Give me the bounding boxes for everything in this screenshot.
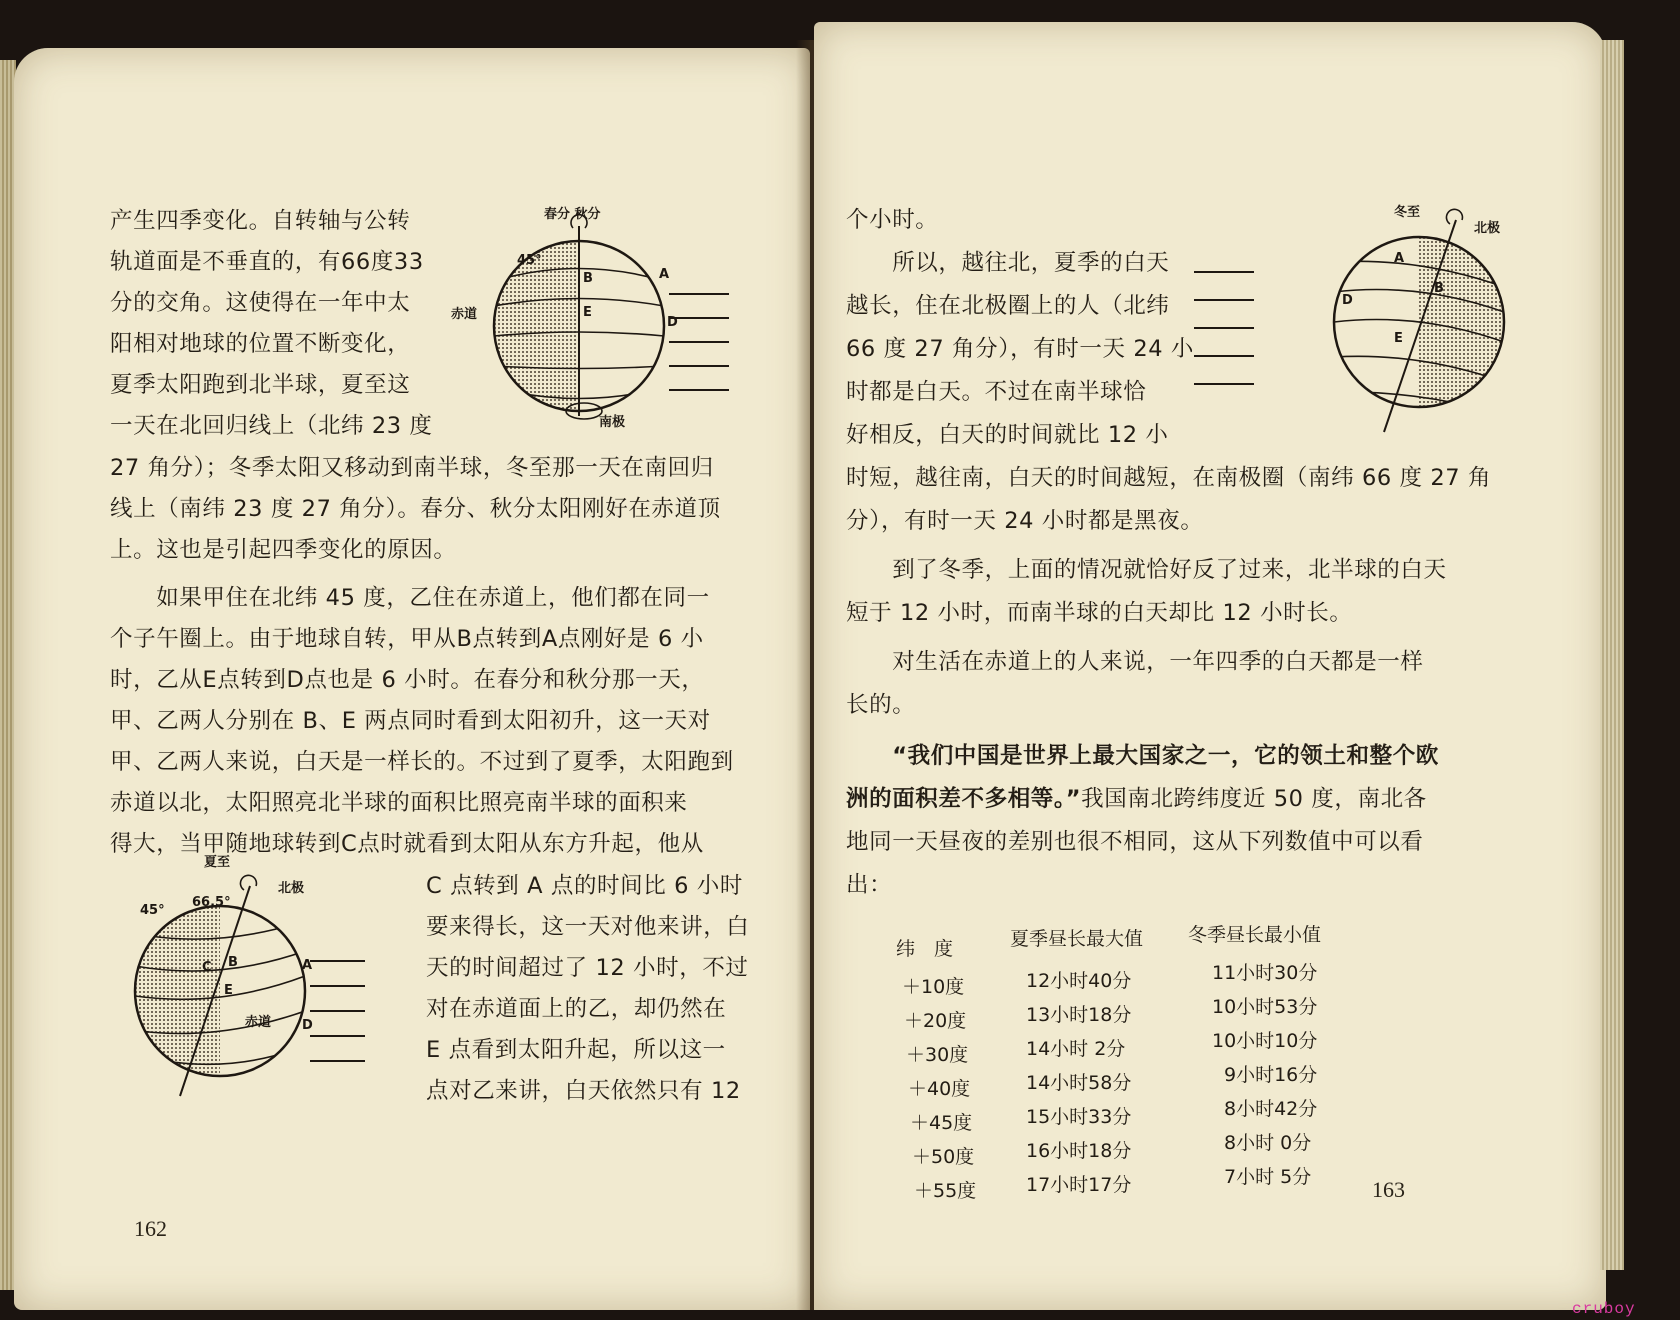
table-cell-winter-min: 10小时53分	[1212, 996, 1318, 1018]
table-cell-summer-max: 13小时18分	[1026, 1004, 1132, 1026]
text-line: 越长，住在北极圈上的人（北纬	[846, 293, 1170, 319]
point-b: B	[583, 271, 593, 286]
table-cell-latitude: ＋55度	[914, 1180, 977, 1202]
text-line: 好相反，白天的时间就比 12 小	[846, 422, 1169, 448]
text-line: 对在赤道面上的乙，却仍然在	[426, 996, 727, 1022]
text-line: 阳相对地球的位置不断变化，	[110, 331, 411, 357]
text-line: 所以，越往北，夏季的白天	[846, 250, 1170, 276]
text-line: 产生四季变化。自转轴与公转	[110, 208, 411, 234]
text-line: 分的交角。这使得在一年中太	[110, 290, 411, 316]
table-cell-latitude: ＋30度	[906, 1044, 969, 1066]
text-line: 时都是白天。不过在南半球恰	[846, 379, 1147, 405]
table-cell-winter-min: 11小时30分	[1212, 962, 1318, 984]
page-number-right: 163	[1372, 1177, 1405, 1202]
text-line: 66 度 27 角分），有时一天 24 小	[846, 336, 1195, 362]
label-equator: 赤道	[245, 1015, 272, 1030]
text-line: 赤道以北，太阳照亮北半球的面积比照亮南半球的面积来	[110, 790, 688, 816]
point-e: E	[583, 305, 592, 320]
table-header-latitude: 纬 度	[896, 938, 954, 960]
text-line: 地同一天昼夜的差别也很不相同，这从下列数值中可以看	[846, 829, 1424, 855]
left-page	[14, 48, 810, 1310]
text-line: 如果甲住在北纬 45 度，乙住在赤道上，他们都在同一	[110, 585, 710, 611]
text-line: 到了冬季，上面的情况就恰好反了过来，北半球的白天	[846, 557, 1447, 583]
text-line: 要来得长，这一天对他来讲，白	[426, 914, 750, 940]
label-winter-solstice: 冬至	[1394, 205, 1421, 220]
book-right-edge	[1600, 40, 1624, 1270]
page-number-left: 162	[134, 1216, 167, 1241]
point-a: A	[1394, 251, 1405, 266]
label-summer-solstice: 夏至	[204, 855, 231, 870]
table-cell-latitude: ＋40度	[908, 1078, 971, 1100]
table-cell-summer-max: 15小时33分	[1026, 1106, 1132, 1128]
text-line: 上。这也是引起四季变化的原因。	[110, 537, 457, 563]
text-line: 对生活在赤道上的人来说，一年四季的白天都是一样	[846, 649, 1424, 675]
right-page	[814, 22, 1606, 1310]
text-line: 轨道面是不垂直的，有66度33	[110, 249, 424, 275]
text-line: 个小时。	[846, 207, 939, 233]
table-cell-winter-min: 10小时10分	[1212, 1030, 1318, 1052]
quote-continuation: 我国南北跨纬度近 50 度，南北各	[1081, 786, 1427, 812]
text-line: 长的。	[846, 692, 916, 718]
label-45deg: 45°	[140, 903, 165, 918]
point-a: A	[659, 267, 670, 282]
text-line: 时，乙从E点转到D点也是 6 小时。在春分和秋分那一天，	[110, 667, 705, 693]
quote-line: “我们中国是世界上最大国家之一，它的领土和整个欧	[846, 743, 1439, 769]
text-line: C 点转到 A 点的时间比 6 小时	[426, 873, 743, 899]
text-line: 时短，越往南，白天的时间越短，在南极圈（南纬 66 度 27 角	[846, 465, 1492, 491]
label-equator: 赤道	[451, 307, 478, 322]
watermark: cruboy	[1572, 1300, 1636, 1318]
point-d: D	[1342, 293, 1353, 308]
point-d: D	[667, 315, 678, 330]
text-line: 个子午圈上。由于地球自转，甲从B点转到A点刚好是 6 小	[110, 626, 704, 652]
text-line: 27 角分）；冬季太阳又移动到南半球，冬至那一天在南回归	[110, 455, 714, 481]
label-equinox: 春分 秋分	[544, 207, 601, 222]
table-header-winter: 冬季昼长最小值	[1188, 924, 1322, 946]
text-line: 得大，当甲随地球转到C点时就看到太阳从东方升起，他从	[110, 831, 704, 857]
text-line: 出：	[846, 872, 893, 898]
text-line: 甲、乙两人分别在 B、E 两点同时看到太阳初升，这一天对	[110, 708, 711, 734]
text-line: 分），有时一天 24 小时都是黑夜。	[846, 508, 1204, 534]
text-line: E 点看到太阳升起，所以这一	[426, 1037, 726, 1063]
text-line: 甲、乙两人来说，白天是一样长的。不过到了夏季，太阳跑到	[110, 749, 734, 775]
point-c: C	[202, 960, 212, 975]
table-cell-summer-max: 17小时17分	[1026, 1174, 1132, 1196]
label-south-pole: 南极	[599, 415, 626, 430]
table-cell-latitude: ＋50度	[912, 1146, 975, 1168]
table-cell-winter-min: 9小时16分	[1224, 1064, 1318, 1086]
text-line: 天的时间超过了 12 小时，不过	[426, 955, 749, 981]
table-header-summer: 夏季昼长最大值	[1010, 928, 1144, 950]
table-cell-summer-max: 14小时 2分	[1026, 1038, 1126, 1060]
table-cell-latitude: ＋10度	[902, 976, 965, 998]
quote-line-2	[846, 781, 1427, 813]
table-cell-winter-min: 7小时 5分	[1224, 1166, 1312, 1188]
point-e: E	[224, 983, 233, 998]
text-line: 一天在北回归线上（北纬 23 度	[110, 413, 433, 439]
text-line: 线上（南纬 23 度 27 角分）。春分、秋分太阳刚好在赤道顶	[110, 496, 721, 522]
label-45deg: 45°	[517, 253, 542, 268]
table-cell-latitude: ＋45度	[910, 1112, 973, 1134]
winter-solstice-globe-figure	[1194, 192, 1514, 452]
text-line: 夏季太阳跑到北半球，夏至这	[110, 372, 411, 398]
table-cell-summer-max: 12小时40分	[1026, 970, 1132, 992]
point-d: D	[302, 1018, 313, 1033]
table-cell-latitude: ＋20度	[904, 1010, 967, 1032]
table-cell-summer-max: 14小时58分	[1026, 1072, 1132, 1094]
text-line: 短于 12 小时，而南半球的白天却比 12 小时长。	[846, 600, 1353, 626]
table-cell-winter-min: 8小时42分	[1224, 1098, 1318, 1120]
text-line: 点对乙来讲，白天依然只有 12	[426, 1078, 741, 1104]
point-e: E	[1394, 331, 1403, 346]
equinox-globe-figure	[451, 206, 769, 436]
table-cell-summer-max: 16小时18分	[1026, 1140, 1132, 1162]
point-a: A	[302, 958, 313, 973]
table-cell-winter-min: 8小时 0分	[1224, 1132, 1312, 1154]
solstice-globe-figure	[110, 846, 410, 1086]
point-b: B	[228, 955, 238, 970]
quote-end: 洲的面积差不多相等。”	[846, 786, 1082, 812]
label-north-pole: 北极	[1474, 221, 1501, 236]
label-north-pole: 北极	[278, 881, 305, 896]
label-66-5deg: 66.5°	[192, 895, 231, 910]
point-b: B	[1434, 281, 1444, 296]
